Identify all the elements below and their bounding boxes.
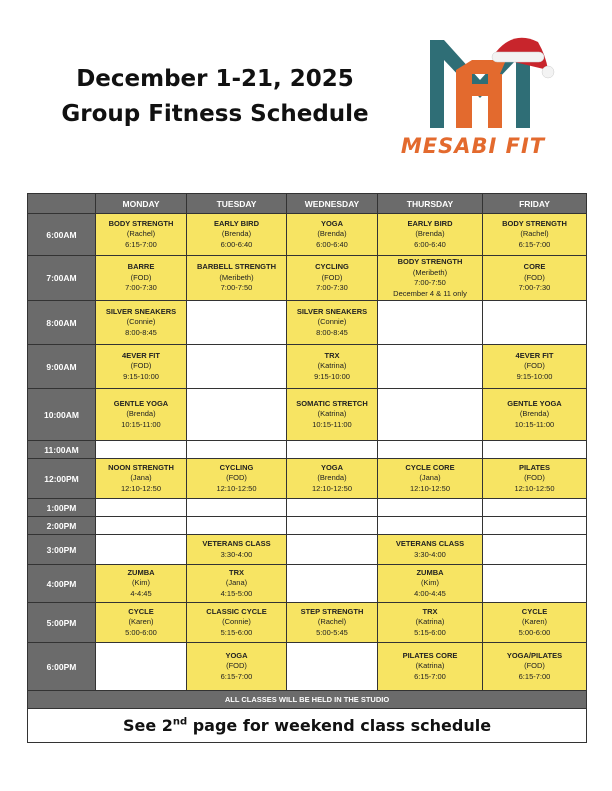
class-time: 12:10-12:50: [409, 483, 451, 493]
class-cell-tuesday: [187, 214, 287, 256]
time-slot-label: 3:00PM: [28, 535, 96, 565]
class-name: ZUMBA: [127, 567, 155, 577]
class-cell-tuesday: [187, 256, 287, 301]
empty-cell-wednesday: [287, 643, 378, 691]
class-cell-friday: [483, 459, 587, 499]
class-instructor: (Kim): [132, 578, 150, 588]
header-corner: [28, 194, 96, 214]
class-cell-thursday: [378, 256, 483, 301]
class-name: SILVER SNEAKERS: [105, 306, 177, 316]
logo-text: MESABI FIT: [400, 134, 546, 158]
class-name: TRX: [422, 606, 438, 616]
schedule-row: [28, 389, 587, 441]
schedule-row: [28, 603, 587, 643]
class-cell-thursday: [378, 603, 483, 643]
class-time: 5:15-6:00: [414, 627, 446, 637]
class-time: 10:15-11:00: [514, 419, 555, 429]
empty-cell-monday: [96, 441, 187, 459]
day-header-wednesday: WEDNESDAY: [287, 194, 378, 214]
class-cell-wednesday: [287, 389, 378, 441]
class-instructor: (Jana): [419, 473, 441, 483]
class-instructor: (Brenda): [317, 473, 347, 483]
class-name: BODY STRENGTH: [397, 257, 463, 266]
title-dates: December 1-21, 2025: [76, 66, 354, 92]
time-slot-label: 1:00PM: [28, 499, 96, 517]
class-cell-friday: [483, 389, 587, 441]
schedule-row: [28, 256, 587, 301]
class-time: 7:00-7:50: [220, 283, 253, 293]
class-cell-tuesday: [187, 603, 287, 643]
class-instructor: (FOD): [524, 473, 545, 483]
class-instructor: (Karen): [521, 617, 547, 627]
class-name: ZUMBA: [416, 567, 444, 577]
class-instructor: (FOD): [130, 272, 152, 282]
class-time: 9:15-10:00: [516, 371, 553, 381]
class-time: 4:00-4:45: [414, 588, 446, 598]
class-instructor: (FOD): [524, 361, 545, 371]
empty-cell-friday: [483, 441, 587, 459]
class-cell-monday: [96, 459, 187, 499]
class-instructor: (Katrina): [317, 361, 347, 371]
class-cell-wednesday: [287, 214, 378, 256]
schedule-row: [28, 565, 587, 603]
empty-cell-thursday: [378, 517, 483, 535]
class-cell-wednesday: [287, 459, 378, 499]
class-cell-friday: [483, 256, 587, 301]
class-time: 6:15-7:00: [518, 671, 551, 681]
class-name: EARLY BIRD: [213, 218, 259, 228]
time-slot-label: 11:00AM: [28, 441, 96, 459]
class-name: VETERANS CLASS: [395, 539, 465, 548]
empty-cell-wednesday: [287, 499, 378, 517]
class-instructor: (Jana): [130, 473, 152, 483]
class-instructor: (Brenda): [415, 229, 445, 239]
class-cell-thursday: [378, 459, 483, 499]
schedule-row: [28, 499, 587, 517]
day-header-monday: MONDAY: [96, 194, 187, 214]
class-name: GENTLE YOGA: [113, 398, 169, 408]
class-instructor: (Rachel): [317, 617, 347, 627]
schedule-row: [28, 301, 587, 345]
class-name: YOGA: [225, 650, 248, 660]
studio-note-row: [28, 691, 587, 709]
day-header-thursday: THURSDAY: [378, 194, 483, 214]
schedule-table: [27, 193, 587, 743]
class-time: 6:15-7:00: [518, 239, 551, 249]
empty-cell-friday: [483, 301, 587, 345]
class-cell-monday: [96, 214, 187, 256]
time-slot-label: 6:00AM: [28, 214, 96, 256]
class-instructor: (Katrina): [317, 409, 347, 419]
empty-cell-friday: [483, 517, 587, 535]
class-cell-thursday: [378, 643, 483, 691]
class-cell-friday: [483, 214, 587, 256]
studio-note: ALL CLASSES WILL BE HELD IN THE STUDIO: [28, 691, 587, 709]
empty-cell-tuesday: [187, 389, 287, 441]
day-header-tuesday: TUESDAY: [187, 194, 287, 214]
weekend-schedule-note: [28, 709, 587, 743]
class-cell-tuesday: [187, 459, 287, 499]
class-cell-monday: [96, 389, 187, 441]
class-time: 10:15-11:00: [121, 419, 161, 429]
class-instructor: (Brenda): [519, 409, 550, 419]
class-time: 3:30-4:00: [414, 549, 446, 559]
class-time: 7:00-7:50: [414, 278, 446, 287]
empty-cell-tuesday: [187, 499, 287, 517]
class-name: CYCLING: [315, 262, 349, 272]
class-cell-tuesday: [187, 535, 287, 565]
class-time: 12:10-12:50: [514, 483, 555, 493]
class-name: BARBELL STRENGTH: [196, 262, 277, 272]
class-time: 5:15-6:00: [220, 627, 253, 637]
empty-cell-wednesday: [287, 535, 378, 565]
class-name: 4EVER FIT: [515, 350, 554, 360]
class-cell-tuesday: [187, 643, 287, 691]
logo-mark-icon: [388, 30, 558, 135]
class-name: YOGA: [320, 462, 344, 472]
empty-cell-thursday: [378, 441, 483, 459]
class-cell-monday: [96, 345, 187, 389]
class-instructor: (Kim): [421, 578, 439, 588]
class-instructor: (Rachel): [520, 229, 549, 239]
class-instructor: (Connie): [317, 317, 347, 327]
class-name: CORE: [523, 262, 546, 272]
class-instructor: (Brenda): [317, 229, 347, 239]
class-time: 4-4:45: [130, 588, 152, 598]
schedule-row: [28, 643, 587, 691]
class-cell-wednesday: [287, 345, 378, 389]
class-instructor: (Meribeth): [219, 272, 254, 282]
empty-cell-wednesday: [287, 565, 378, 603]
empty-cell-monday: [96, 517, 187, 535]
class-time: 6:00-6:40: [220, 239, 253, 249]
class-time: 6:15-7:00: [125, 239, 157, 249]
class-name: BARRE: [127, 262, 155, 272]
empty-cell-tuesday: [187, 345, 287, 389]
weekend-note-sup: nd: [172, 716, 188, 728]
class-name: PILATES: [518, 462, 551, 472]
schedule-row: [28, 517, 587, 535]
class-cell-thursday: [378, 535, 483, 565]
empty-cell-friday: [483, 499, 587, 517]
class-cell-monday: [96, 603, 187, 643]
class-name: YOGA: [320, 218, 344, 228]
time-slot-label: 10:00AM: [28, 389, 96, 441]
class-instructor: (Katrina): [415, 661, 445, 671]
class-time: 12:10-12:50: [216, 483, 257, 493]
class-instructor: (FOD): [130, 361, 152, 371]
class-cell-friday: [483, 345, 587, 389]
class-name: VETERANS CLASS: [202, 539, 271, 548]
class-name: NOON STRENGTH: [108, 462, 174, 472]
empty-cell-monday: [96, 643, 187, 691]
class-name: STEP STRENGTH: [300, 606, 364, 616]
class-time: 4:15-5:00: [220, 588, 253, 598]
class-instructor: (Brenda): [221, 229, 252, 239]
class-cell-thursday: [378, 214, 483, 256]
class-name: 4EVER FIT: [122, 350, 160, 360]
class-instructor: (FOD): [226, 661, 247, 671]
class-instructor: (FOD): [524, 661, 545, 671]
class-cell-friday: [483, 603, 587, 643]
class-time: 7:00-7:30: [518, 283, 551, 293]
time-slot-label: 4:00PM: [28, 565, 96, 603]
class-instructor: (Connie): [222, 617, 251, 627]
class-time: 9:15-10:00: [123, 371, 159, 381]
schedule-row: [28, 459, 587, 499]
class-cell-tuesday: [187, 565, 287, 603]
empty-cell-tuesday: [187, 517, 287, 535]
class-name: TRX: [229, 567, 244, 577]
empty-cell-friday: [483, 565, 587, 603]
class-instructor: (Brenda): [126, 409, 156, 419]
class-cell-wednesday: [287, 603, 378, 643]
class-cell-wednesday: [287, 301, 378, 345]
class-time: 5:00-6:00: [125, 627, 157, 637]
class-instructor: (Connie): [126, 317, 156, 327]
class-time: 6:15-7:00: [414, 671, 446, 681]
class-time: 3:30-4:00: [220, 549, 253, 559]
schedule-row: [28, 441, 587, 459]
class-name: GENTLE YOGA: [507, 398, 562, 408]
empty-cell-monday: [96, 535, 187, 565]
class-instructor: (FOD): [226, 473, 247, 483]
class-name: YOGA/PILATES: [506, 650, 563, 660]
class-time: 6:15-7:00: [220, 671, 253, 681]
schedule-row: [28, 535, 587, 565]
class-name: CLASSIC CYCLE: [206, 606, 267, 616]
class-name: TRX: [324, 350, 340, 360]
class-time: 6:00-6:40: [414, 239, 446, 249]
time-slot-label: 9:00AM: [28, 345, 96, 389]
class-name: BODY STRENGTH: [108, 218, 174, 228]
class-time: 9:15-10:00: [314, 371, 350, 381]
time-slot-label: 5:00PM: [28, 603, 96, 643]
empty-cell-wednesday: [287, 517, 378, 535]
time-slot-label: 7:00AM: [28, 256, 96, 301]
class-note: December 4 & 11 only: [393, 288, 467, 298]
class-name: BODY STRENGTH: [502, 218, 567, 228]
empty-cell-thursday: [378, 345, 483, 389]
class-time: 5:00-5:45: [316, 627, 348, 637]
empty-cell-thursday: [378, 301, 483, 345]
mesabi-fit-logo: [388, 30, 558, 165]
empty-cell-tuesday: [187, 441, 287, 459]
class-cell-monday: [96, 565, 187, 603]
time-slot-label: 12:00PM: [28, 459, 96, 499]
empty-cell-tuesday: [187, 301, 287, 345]
class-instructor: (Katrina): [415, 617, 445, 627]
class-time: 8:00-8:45: [125, 327, 157, 337]
schedule-row: [28, 345, 587, 389]
class-instructor: (FOD): [524, 272, 545, 282]
class-name: SILVER SNEAKERS: [296, 306, 368, 316]
class-name: CYCLE CORE: [405, 462, 455, 472]
empty-cell-monday: [96, 499, 187, 517]
empty-cell-friday: [483, 535, 587, 565]
class-time: 7:00-7:30: [125, 283, 157, 293]
class-instructor: (Karen): [128, 617, 154, 627]
class-name: PILATES CORE: [402, 650, 458, 660]
time-slot-label: 6:00PM: [28, 643, 96, 691]
weekend-note-pre: See 2: [122, 716, 173, 735]
class-name: CYCLE: [128, 606, 154, 616]
class-instructor: (Rachel): [126, 229, 156, 239]
class-time: 12:10-12:50: [311, 483, 353, 493]
empty-cell-thursday: [378, 389, 483, 441]
class-cell-wednesday: [287, 256, 378, 301]
page-title: [40, 62, 390, 132]
class-name: CYCLING: [219, 462, 254, 472]
weekend-note-post: page for weekend class schedule: [187, 716, 492, 735]
day-header-friday: FRIDAY: [483, 194, 587, 214]
empty-cell-thursday: [378, 499, 483, 517]
class-instructor: (Jana): [225, 578, 248, 588]
class-time: 5:00-6:00: [518, 627, 551, 637]
class-name: CYCLE: [521, 606, 548, 616]
class-name: EARLY BIRD: [407, 218, 453, 228]
class-time: 12:10-12:50: [120, 483, 162, 493]
weekend-note-row: [28, 709, 587, 743]
schedule-body: [28, 214, 587, 691]
class-instructor: (FOD): [321, 272, 343, 282]
class-time: 10:15-11:00: [312, 419, 352, 429]
title-subtitle: Group Fitness Schedule: [61, 101, 369, 127]
schedule-row: [28, 214, 587, 256]
class-time: 6:00-6:40: [316, 239, 348, 249]
empty-cell-wednesday: [287, 441, 378, 459]
time-slot-label: 8:00AM: [28, 301, 96, 345]
class-name: SOMATIC STRETCH: [296, 398, 368, 408]
class-time: 7:00-7:30: [316, 283, 348, 293]
day-header-row: [28, 194, 587, 214]
time-slot-label: 2:00PM: [28, 517, 96, 535]
class-cell-thursday: [378, 565, 483, 603]
class-instructor: (Meribeth): [412, 267, 448, 277]
class-cell-monday: [96, 301, 187, 345]
class-time: 8:00-8:45: [316, 327, 348, 337]
class-cell-friday: [483, 643, 587, 691]
class-cell-monday: [96, 256, 187, 301]
